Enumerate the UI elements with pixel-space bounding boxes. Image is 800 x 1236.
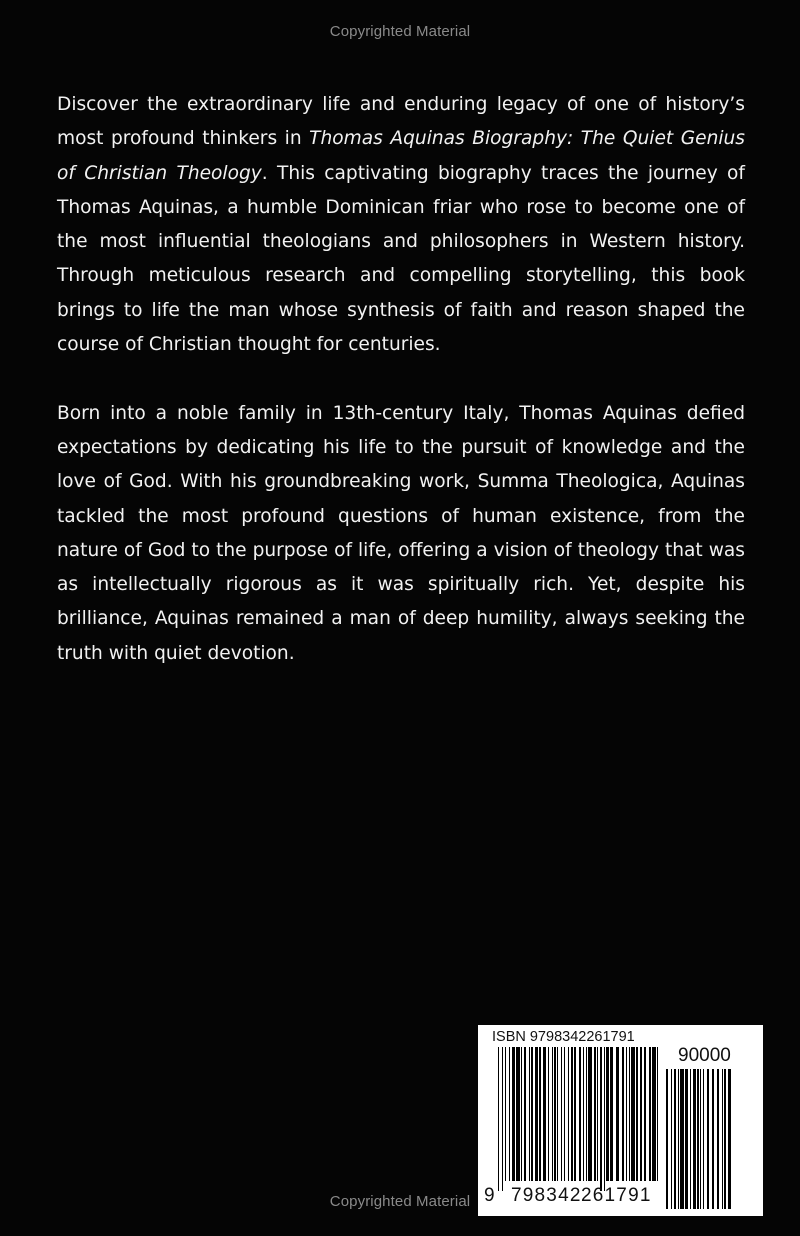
barcode-bar: [685, 1069, 688, 1209]
barcode-bar: [724, 1069, 725, 1209]
barcode-bar: [649, 1047, 651, 1181]
barcode-bar: [552, 1047, 553, 1181]
barcode-bar: [652, 1047, 655, 1181]
paragraph-1-body: . This captivating biography traces the journey of Thomas Aquinas, a humble Dominican friar who rose to become one of the most influential theologians and philosophers in Western history. Through meticulous research and compelling storytelling, this book brings to life the man whose synthesis of faith and reason shaped the course of Christian thought for centuries.: [57, 162, 745, 356]
barcode-bar: [600, 1047, 602, 1191]
barcode-bar: [574, 1047, 576, 1181]
barcode-bar: [543, 1047, 546, 1181]
barcode-digit-lead: 9: [484, 1185, 496, 1206]
barcode-bar: [568, 1047, 569, 1181]
barcode-bar: [606, 1047, 608, 1181]
isbn-label: ISBN 9798342261791: [492, 1029, 635, 1045]
barcode-bar: [604, 1047, 605, 1191]
barcode-bar: [548, 1047, 549, 1181]
barcode-bar: [693, 1069, 696, 1209]
barcode-bar: [616, 1047, 619, 1181]
price-code: 90000: [678, 1045, 731, 1066]
barcode-bar: [678, 1069, 679, 1209]
paragraph-1-intro: Discover the extraordinary life and enduring legacy of one of history’s most profound thinkers in: [57, 94, 745, 150]
barcode-bar: [498, 1047, 499, 1191]
barcode-bar: [728, 1069, 730, 1209]
barcode-bar: [631, 1047, 634, 1181]
barcode-bar: [597, 1047, 598, 1181]
barcode-bar: [509, 1047, 510, 1181]
barcode-bar: [554, 1047, 555, 1181]
barcode-bar: [640, 1047, 642, 1181]
barcode-bar: [622, 1047, 624, 1181]
back-cover-description: [57, 88, 745, 671]
barcode-bar: [524, 1047, 526, 1181]
barcode-bar: [671, 1069, 672, 1209]
barcode-bar: [586, 1047, 587, 1181]
barcode-bar: [512, 1047, 514, 1181]
barcode-bar: [535, 1047, 537, 1181]
description-paragraph-2: Born into a noble family in 13th-century Italy, Thomas Aquinas defied expectations by dedicating his life to the pursuit of knowledge and the love of God. With his groundbreaking work, Summa Theologica, Aquinas tackled the most profound questions of human existence, from the nature of God to the purpose of life, offering a vision of theology that was as intellectually rigorous as it was spiritually rich. Yet, despite his brilliance, Aquinas remained a man of deep humility, always seeking the truth with quiet devotion.: [57, 402, 745, 664]
barcode-bars-addon: [666, 1069, 732, 1209]
barcode-bar: [561, 1047, 562, 1181]
barcode-bar: [594, 1047, 595, 1181]
barcode-digits-right: 261791: [581, 1185, 652, 1206]
barcode-bar: [722, 1069, 723, 1209]
barcode-bar: [697, 1069, 698, 1209]
barcode-bar: [707, 1069, 709, 1209]
barcode-bar: [588, 1047, 591, 1181]
barcode-bar: [690, 1069, 691, 1209]
barcode-digits-left: 798342: [511, 1185, 582, 1206]
barcode-bar: [529, 1047, 530, 1181]
barcode-bar: [516, 1047, 519, 1181]
barcode-bar: [502, 1047, 503, 1191]
barcode-bar: [521, 1047, 522, 1181]
isbn-barcode: [478, 1025, 763, 1216]
description-paragraph-1: [57, 88, 745, 362]
barcode-bar: [674, 1069, 676, 1209]
barcode-bar: [712, 1069, 714, 1209]
barcode-bar: [505, 1047, 506, 1181]
barcode-bar: [717, 1069, 719, 1209]
barcode-bar: [564, 1047, 565, 1181]
barcode-bar: [539, 1047, 541, 1181]
barcode-bar: [629, 1047, 630, 1181]
barcode-bar: [579, 1047, 581, 1181]
barcode-bar: [626, 1047, 627, 1181]
watermark-top: Copyrighted Material: [329, 23, 471, 40]
barcode-bar: [666, 1069, 668, 1209]
book-title: Thomas Aquinas Biography: The Quiet Genius of Christian Theology: [57, 128, 745, 184]
barcode-bar: [636, 1047, 638, 1181]
barcode-bar: [571, 1047, 572, 1181]
barcode-bar: [644, 1047, 646, 1181]
barcode-bar: [583, 1047, 584, 1181]
barcode-bar: [680, 1069, 683, 1209]
barcode-bar: [557, 1047, 558, 1181]
barcode-bar: [703, 1069, 704, 1209]
watermark-bottom: Copyrighted Material: [329, 1193, 471, 1210]
barcode-bar: [657, 1047, 658, 1181]
barcode-bar: [610, 1047, 613, 1181]
barcode-bar: [700, 1069, 701, 1209]
barcode-bar: [531, 1047, 532, 1181]
